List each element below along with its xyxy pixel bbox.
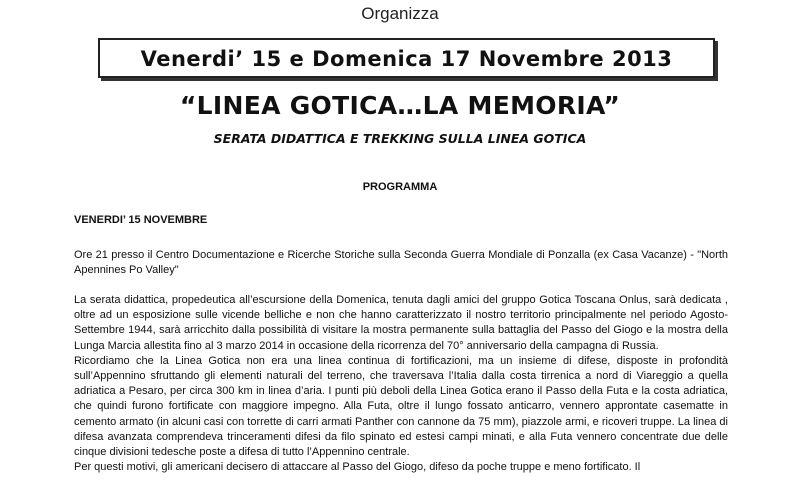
paragraph: Per questi motivi, gli americani decisero di attaccare al Passo del Giogo, difeso da poche truppe e meno fortificato. Il — [74, 461, 641, 474]
event-date-box — [98, 38, 715, 78]
description-paragraph-block — [74, 293, 728, 475]
day-heading: VENERDI’ 15 NOVEMBRE — [74, 214, 208, 226]
paragraph: Ricordiamo che la Linea Gotica non era una linea continua di fortificazioni, ma un insieme di difese, disposte in profondità sull’Appennino sfruttando gli elementi naturali del terreno, che traversava l’Italia dalla costa tirrenica a nord di Viareggio a quella adriatica a Pesaro, per circa 300 km in linea d’aria. I punti più deboli della Linea Gotica erano il Passo della Futa e la costa adriatica, che quindi furono fortificate con maggiore impegno. Alla Futa, oltre il lungo fossato anticarro, vennero approntate casematte in cemento armato (in alcuni casi con torrette di carri armati Panther con cannone da 75 mm), piazzole armi, e ricoveri truppe. La linea di difesa avanzata comprendeva trinceramenti difesi da filo spinato ed estesi campi minati, e alla Futa vennero concentrate due delle cinque divisioni tedesche poste a difesa di tutto l’Appennino centrale. — [74, 354, 728, 459]
paragraph: Ore 21 presso il Centro Documentazione e Ricerche Storiche sulla Seconda Guerra Mondiale di Ponzalla (ex Casa Vacanze) - "North Apennines Po Valley" — [74, 249, 728, 277]
intro-paragraph-block — [74, 248, 728, 278]
paragraph: La serata didattica, propedeutica all’escursione della Domenica, tenuta dagli amici del gruppo Gotica Toscana Onlus, sarà dedicata , oltre ad un esposizione sulle vicende belliche e non che hanno caratterizzato il nostro territorio principalmente nel periodo Agosto-Settembre 1944, sarà arricchito dalla possibilità di visitare la mostra permanente sulla battaglia del Passo del Giogo e la mostra della Lunga Marcia allestita fino al 3 marzo 2014 in occasione della ricorrenza del 70° anniversario della campagna di Russia. — [74, 294, 728, 352]
program-heading: PROGRAMMA — [362, 181, 438, 193]
organizer-label: Organizza — [361, 4, 439, 23]
event-subtitle: SERATA DIDATTICA E TREKKING SULLA LINEA GOTICA — [213, 131, 587, 146]
event-date: Venerdi’ 15 e Domenica 17 Novembre 2013 — [140, 47, 673, 71]
event-title: “LINEA GOTICA…LA MEMORIA” — [179, 91, 621, 120]
